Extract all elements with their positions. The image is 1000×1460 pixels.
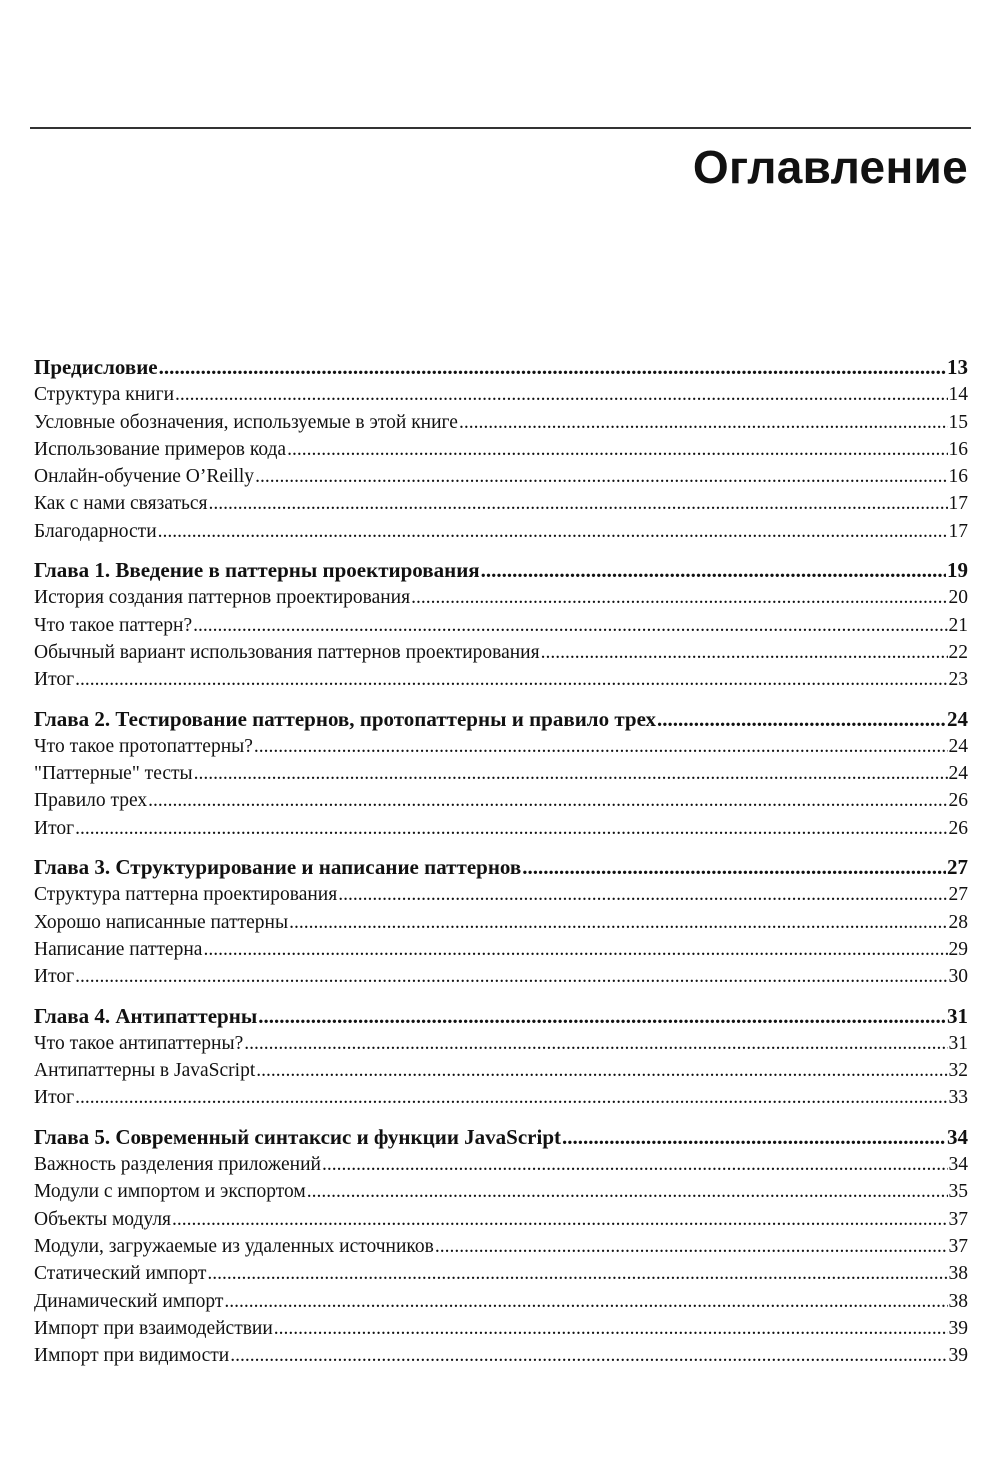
dot-leader	[193, 612, 947, 639]
dot-leader	[287, 436, 947, 463]
toc-entry[interactable]	[34, 436, 968, 463]
entry-page-number: 39	[948, 1317, 968, 1339]
dot-leader	[322, 1151, 948, 1178]
entry-page-number: 21	[948, 614, 968, 636]
entry-title: Обычный вариант использования паттернов проектирования	[34, 641, 540, 663]
dot-leader	[274, 1315, 948, 1342]
toc-entry[interactable]	[34, 909, 968, 936]
entry-page-number: 24	[948, 735, 968, 757]
dot-leader	[148, 787, 947, 814]
toc-entry[interactable]	[34, 518, 968, 545]
dot-leader	[481, 557, 946, 584]
entry-title: Что такое протопаттерны?	[34, 735, 253, 757]
toc-chapter-entry[interactable]	[34, 1124, 968, 1151]
entry-page-number: 31	[947, 1003, 968, 1028]
toc-section	[34, 706, 968, 842]
toc-entry[interactable]	[34, 815, 968, 842]
toc-section	[34, 1124, 968, 1370]
toc-entry[interactable]	[34, 963, 968, 990]
entry-title: Импорт при взаимодействии	[34, 1317, 273, 1339]
table-of-contents	[34, 354, 968, 1381]
toc-entry[interactable]	[34, 381, 968, 408]
entry-title: История создания паттернов проектирования	[34, 587, 411, 609]
toc-entry[interactable]	[34, 1178, 968, 1205]
entry-page-number: 22	[948, 641, 968, 663]
entry-title: Благодарности	[34, 520, 157, 542]
entry-page-number: 29	[948, 938, 968, 960]
toc-chapter-entry[interactable]	[34, 557, 968, 584]
entry-title: Антипаттерны в JavaScript	[34, 1060, 256, 1082]
entry-title: Что такое антипаттерны?	[34, 1032, 244, 1054]
dot-leader	[338, 881, 947, 908]
entry-page-number: 26	[948, 817, 968, 839]
entry-page-number: 35	[948, 1181, 968, 1203]
toc-entry[interactable]	[34, 1288, 968, 1315]
entry-page-number: 13	[947, 355, 968, 379]
toc-entry[interactable]	[34, 639, 968, 666]
dot-leader	[207, 1260, 947, 1287]
entry-page-number: 16	[948, 466, 968, 488]
toc-chapter-entry[interactable]	[34, 706, 968, 733]
entry-title: Итог	[34, 1087, 75, 1109]
dot-leader	[159, 354, 946, 381]
entry-title: Как с нами связаться	[34, 493, 208, 515]
entry-title: Итог	[34, 966, 75, 988]
entry-page-number: 27	[948, 884, 968, 906]
dot-leader	[459, 409, 948, 436]
entry-page-number: 34	[948, 1154, 968, 1176]
dot-leader	[562, 1124, 946, 1151]
dot-leader	[75, 1084, 947, 1111]
toc-entry[interactable]	[34, 666, 968, 693]
dot-leader	[224, 1288, 947, 1315]
entry-title: Глава 5. Современный синтаксис и функции JavaScript	[34, 1124, 562, 1149]
dot-leader	[258, 1003, 946, 1030]
toc-entry[interactable]	[34, 733, 968, 760]
dot-leader	[75, 815, 947, 842]
entry-page-number: 16	[948, 438, 968, 460]
toc-section	[34, 557, 968, 693]
toc-section	[34, 354, 968, 545]
entry-title: Модули с импортом и экспортом	[34, 1181, 306, 1203]
entry-page-number: 24	[947, 706, 968, 731]
dot-leader	[175, 381, 947, 408]
toc-section	[34, 1003, 968, 1112]
entry-title: Глава 1. Введение в паттерны проектирования	[34, 558, 480, 583]
dot-leader	[75, 963, 947, 990]
entry-page-number: 38	[948, 1290, 968, 1312]
dot-leader	[244, 1030, 947, 1057]
toc-chapter-entry[interactable]	[34, 1003, 968, 1030]
toc-entry[interactable]	[34, 881, 968, 908]
dot-leader	[256, 1057, 947, 1084]
toc-entry[interactable]	[34, 760, 968, 787]
dot-leader	[255, 463, 947, 490]
dot-leader	[541, 639, 948, 666]
toc-entry[interactable]	[34, 1206, 968, 1233]
entry-title: Итог	[34, 817, 75, 839]
dot-leader	[289, 909, 947, 936]
entry-page-number: 37	[948, 1235, 968, 1257]
toc-entry[interactable]	[34, 1315, 968, 1342]
entry-title: Глава 2. Тестирование паттернов, протопаттерны и правило трех	[34, 706, 656, 731]
entry-title: Структура книги	[34, 384, 175, 406]
toc-entry[interactable]	[34, 936, 968, 963]
toc-entry[interactable]	[34, 1030, 968, 1057]
entry-title: Объекты модуля	[34, 1208, 172, 1230]
entry-title: Написание паттерна	[34, 938, 203, 960]
entry-page-number: 31	[948, 1032, 968, 1054]
entry-title: Что такое паттерн?	[34, 614, 193, 636]
dot-leader	[411, 584, 947, 611]
entry-title: Итог	[34, 669, 75, 691]
entry-title: Важность разделения приложений	[34, 1154, 321, 1176]
entry-title: Импорт при видимости	[34, 1345, 230, 1367]
entry-page-number: 23	[948, 669, 968, 691]
toc-entry[interactable]	[34, 463, 968, 490]
toc-chapter-entry[interactable]	[34, 354, 968, 381]
toc-entry[interactable]	[34, 787, 968, 814]
entry-page-number: 38	[948, 1263, 968, 1285]
entry-page-number: 28	[948, 911, 968, 933]
toc-entry[interactable]	[34, 1057, 968, 1084]
entry-title: Глава 4. Антипаттерны	[34, 1003, 258, 1028]
toc-entry[interactable]	[34, 612, 968, 639]
dot-leader	[203, 936, 947, 963]
entry-page-number: 19	[947, 558, 968, 583]
entry-page-number: 37	[948, 1208, 968, 1230]
entry-page-number: 15	[948, 411, 968, 433]
entry-title: Хорошо написанные паттерны	[34, 911, 289, 933]
entry-page-number: 14	[948, 384, 968, 406]
entry-page-number: 17	[948, 520, 968, 542]
page-title: Оглавление	[692, 141, 968, 193]
entry-page-number: 32	[948, 1060, 968, 1082]
entry-title: Глава 3. Структурирование и написание паттернов	[34, 855, 522, 880]
toc-entry[interactable]	[34, 1260, 968, 1287]
dot-leader	[522, 854, 946, 881]
entry-title: Условные обозначения, используемые в этой книге	[34, 411, 458, 433]
dot-leader	[657, 706, 946, 733]
entry-title: Предисловие	[34, 355, 158, 379]
toc-entry[interactable]	[34, 584, 968, 611]
entry-page-number: 30	[948, 966, 968, 988]
toc-section	[34, 854, 968, 990]
entry-title: Статический импорт	[34, 1263, 207, 1285]
toc-entry[interactable]	[34, 1233, 968, 1260]
toc-chapter-entry[interactable]	[34, 854, 968, 881]
dot-leader	[307, 1178, 948, 1205]
entry-page-number: 26	[948, 790, 968, 812]
entry-page-number: 20	[948, 587, 968, 609]
entry-page-number: 34	[947, 1124, 968, 1149]
entry-title: Динамический импорт	[34, 1290, 224, 1312]
entry-page-number: 33	[948, 1087, 968, 1109]
entry-title: "Паттерные" тесты	[34, 763, 193, 785]
entry-title: Модули, загружаемые из удаленных источников	[34, 1235, 434, 1257]
dot-leader	[75, 666, 947, 693]
toc-entry[interactable]	[34, 1151, 968, 1178]
dot-leader	[209, 490, 948, 517]
dot-leader	[172, 1206, 947, 1233]
entry-page-number: 24	[948, 763, 968, 785]
entry-title: Правило трех	[34, 790, 148, 812]
dot-leader	[254, 733, 948, 760]
dot-leader	[435, 1233, 948, 1260]
toc-entry[interactable]	[34, 409, 968, 436]
header-rule	[30, 127, 971, 129]
toc-entry[interactable]	[34, 1084, 968, 1111]
entry-page-number: 17	[948, 493, 968, 515]
entry-title: Структура паттерна проектирования	[34, 884, 338, 906]
entry-title: Использование примеров кода	[34, 438, 287, 460]
toc-entry[interactable]	[34, 490, 968, 517]
entry-page-number: 39	[948, 1345, 968, 1367]
entry-title: Онлайн-обучение O’Reilly	[34, 466, 255, 488]
dot-leader	[158, 518, 948, 545]
entry-page-number: 27	[947, 855, 968, 880]
dot-leader	[194, 760, 948, 787]
dot-leader	[230, 1342, 947, 1369]
toc-entry[interactable]	[34, 1342, 968, 1369]
